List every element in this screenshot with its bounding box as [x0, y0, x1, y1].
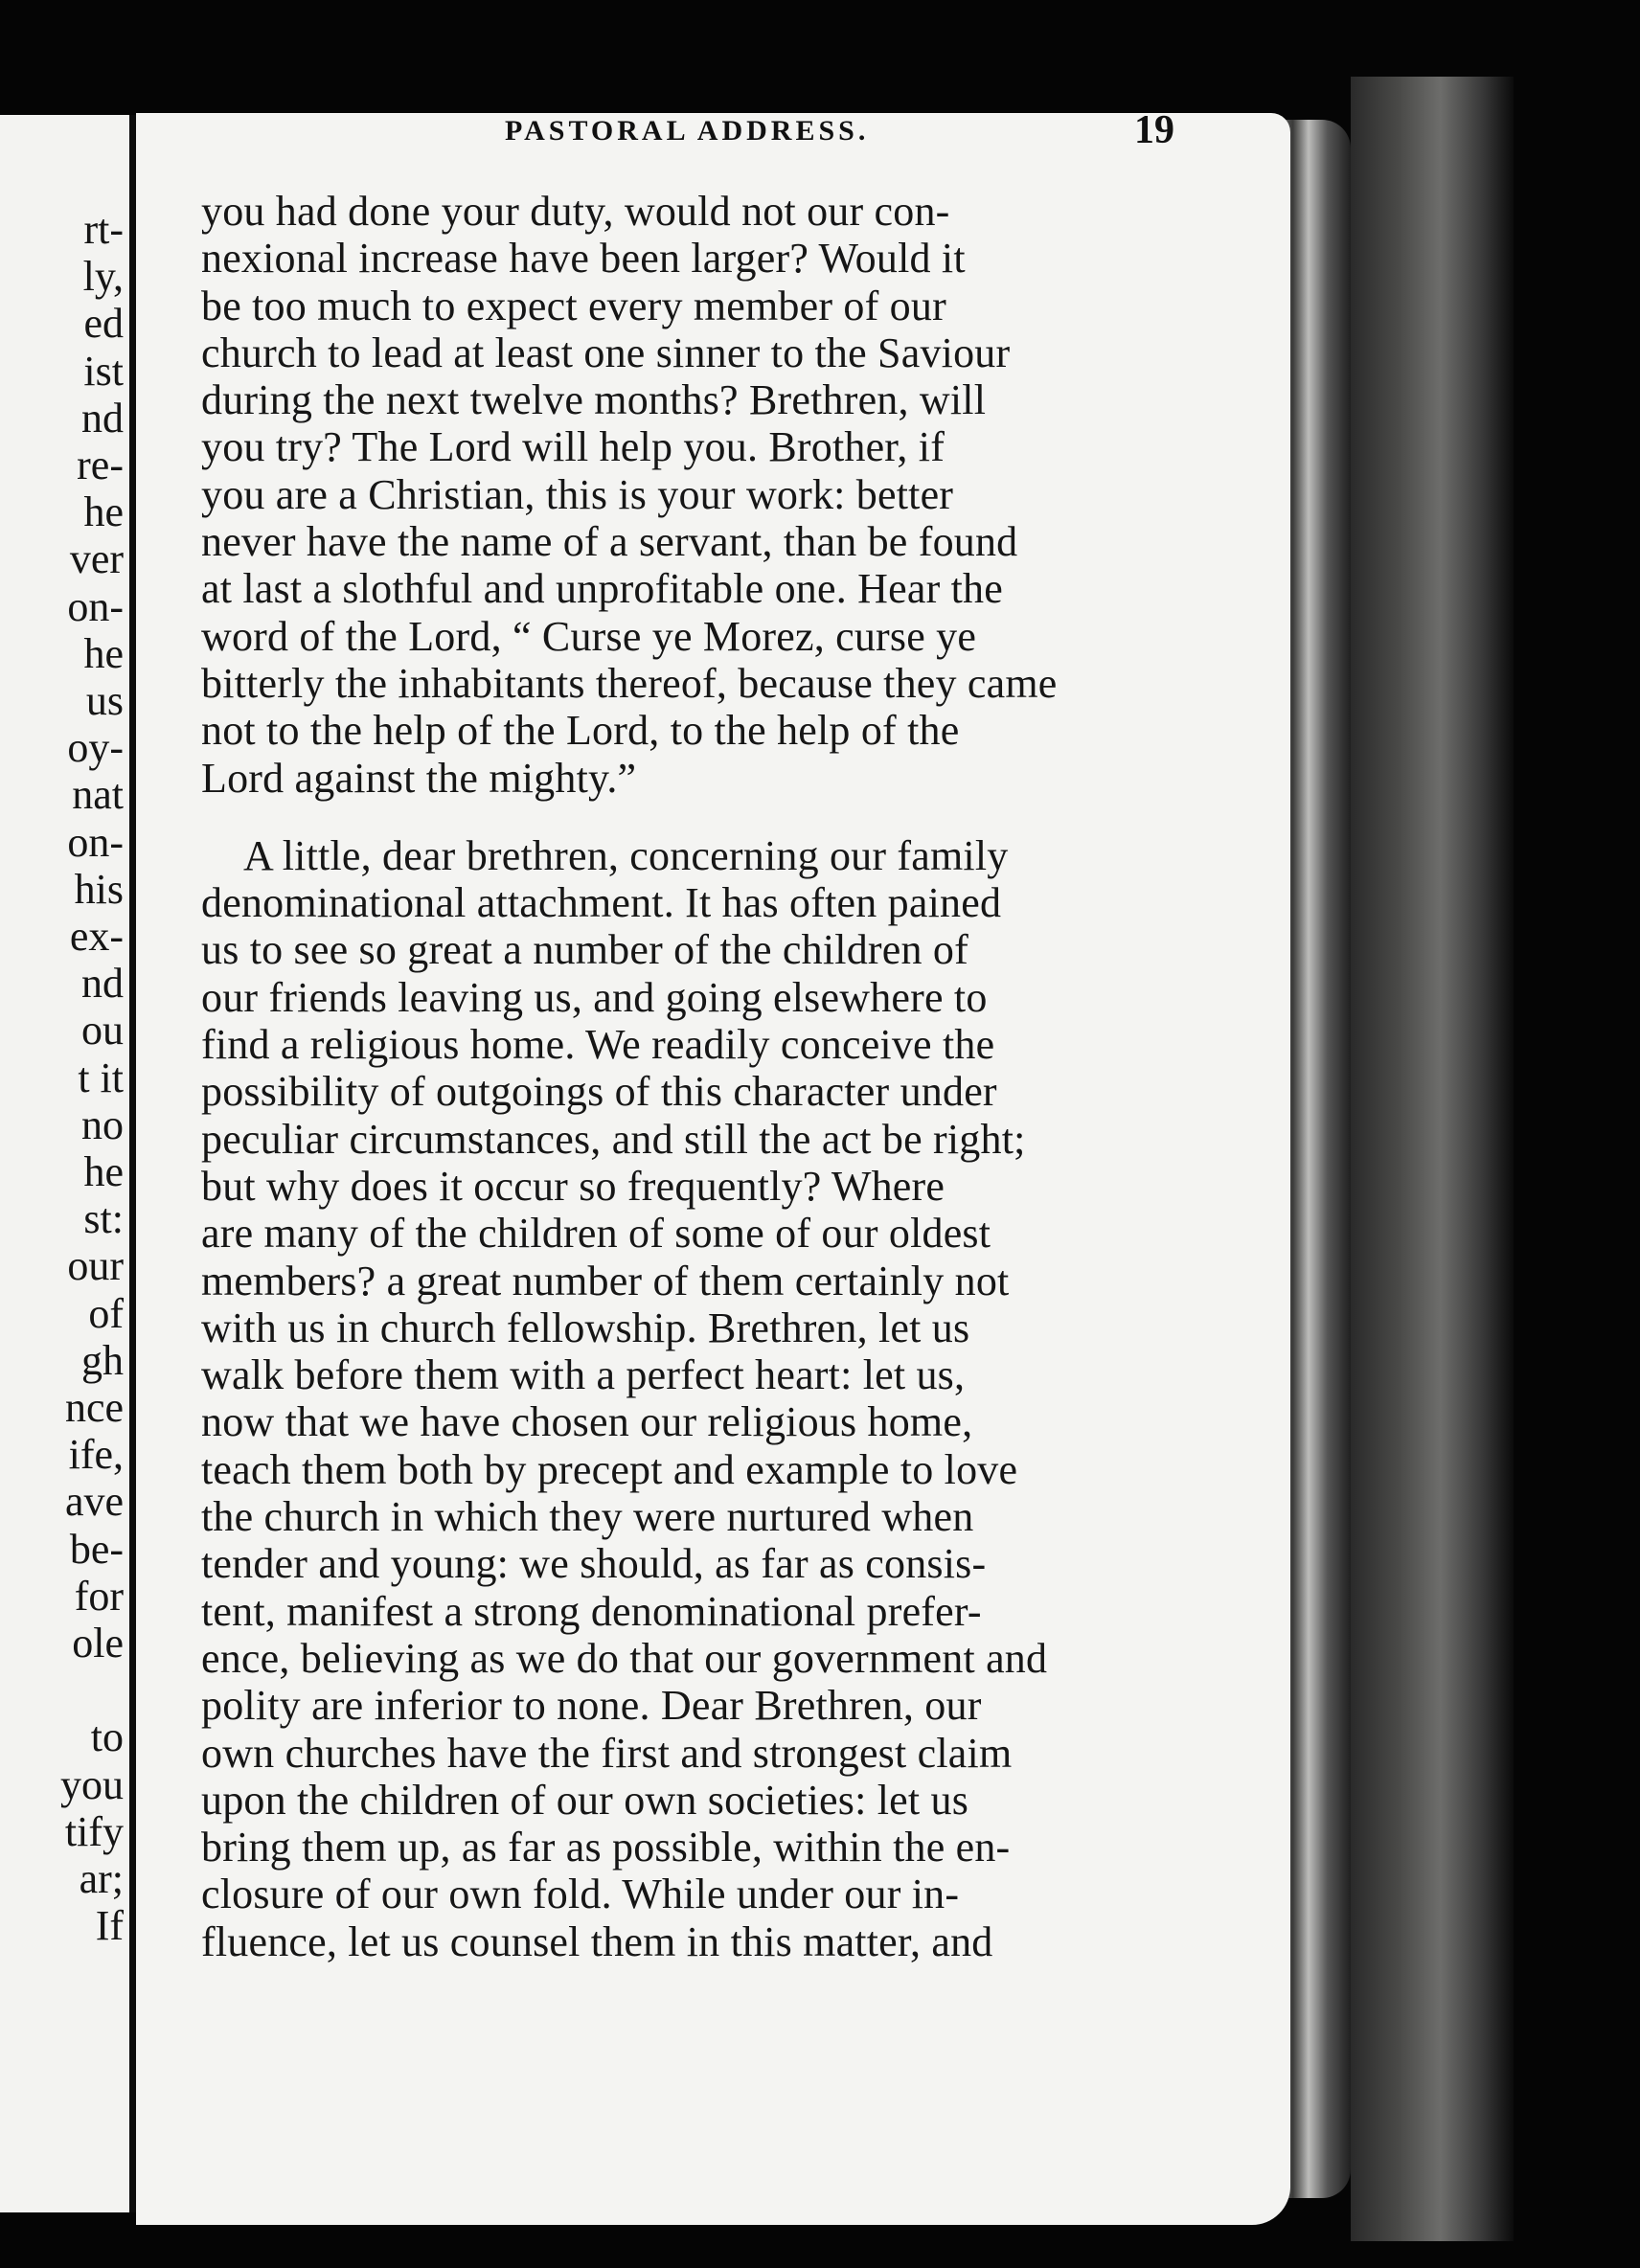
page-header [136, 108, 1290, 170]
text-line: word of the Lord, “ Curse ye Morez, curse ye [201, 612, 977, 660]
text-line: A little, dear brethren, concerning our family [243, 831, 1009, 879]
text-line: us to see so great a number of the children of [201, 926, 968, 974]
text-line: bring them up, as far as possible, within the en- [201, 1824, 1011, 1871]
text-line: bitterly the inhabitants thereof, because they came [201, 659, 1058, 707]
left-page-fragment: us [85, 677, 124, 724]
left-page-fragment: our [67, 1242, 124, 1290]
text-line: upon the children of our own societies: let us [201, 1776, 969, 1824]
text-line: not to the help of the Lord, to the help of the [201, 707, 960, 755]
text-line: denominational attachment. It has often pained [201, 879, 1002, 927]
left-page-fragment: ole [72, 1620, 124, 1667]
text-line: fluence, let us counsel them in this matter, and [201, 1917, 993, 1965]
text-line: you had done your duty, would not our con- [201, 188, 950, 235]
text-line: the church in which they were nurtured when [201, 1493, 974, 1541]
text-line: during the next twelve months? Brethren, will [201, 376, 987, 424]
text-line: tent, manifest a strong denominational prefer- [201, 1587, 982, 1635]
left-page-fragment: ver [69, 535, 124, 583]
text-line: own churches have the first and strongest claim [201, 1729, 1013, 1777]
text-line: at last a slothful and unprofitable one. Hear the [201, 565, 1003, 613]
text-line: polity are inferior to none. Dear Brethren, our [201, 1682, 982, 1730]
left-page-fragment: of [88, 1289, 124, 1337]
left-page-fragment: on- [67, 582, 124, 630]
text-line: closure of our own fold. While under our in- [201, 1871, 960, 1918]
left-page-fragment: for [74, 1572, 124, 1620]
left-page-fragment: ex- [69, 913, 124, 960]
left-page-fragment: t it [78, 1054, 124, 1101]
text-line: nexional increase have been larger? Would it [201, 235, 966, 283]
left-page-fragment: be- [69, 1525, 124, 1573]
left-page-fragment: oy- [67, 724, 124, 772]
text-line: now that we have chosen our religious home, [201, 1398, 973, 1446]
text-line: possibility of outgoings of this character under [201, 1068, 997, 1116]
body-text [201, 188, 1336, 1965]
text-line: with us in church fellowship. Brethren, let us [201, 1304, 970, 1351]
text-line: Lord against the mighty.” [201, 754, 637, 802]
left-page-fragment: ife, [68, 1431, 124, 1479]
text-line: be too much to expect every member of our [201, 282, 946, 329]
text-line: you try? The Lord will help you. Brother, if [201, 423, 945, 471]
text-line: never have the name of a servant, than be found [201, 518, 1018, 566]
left-page-fragment: ed [83, 300, 124, 348]
text-line: walk before them with a perfect heart: let us, [201, 1351, 966, 1399]
left-page-fragment: ist [83, 347, 124, 395]
text-line: church to lead at least one sinner to the Saviour [201, 329, 1011, 376]
left-page-fragment: you [60, 1760, 124, 1808]
text-line: tender and young: we should, as far as consis- [201, 1540, 987, 1588]
left-page-fragment: his [74, 865, 124, 913]
left-page-fragment: nat [72, 771, 124, 819]
left-page-fragment: rt- [83, 206, 124, 253]
left-page-fragment: to [90, 1713, 124, 1761]
left-page-fragment: If [95, 1902, 124, 1950]
text-line: find a religious home. We readily conceive the [201, 1021, 995, 1069]
left-page-fragment: no [81, 1100, 124, 1148]
text-line: but why does it occur so frequently? Where [201, 1162, 945, 1210]
left-page-fragment: nd [81, 960, 124, 1008]
text-line: are many of the children of some of our oldest [201, 1210, 991, 1258]
left-page-fragment: on- [67, 818, 124, 866]
text-line: our friends leaving us, and going elsewhere to [201, 973, 988, 1021]
left-page-fragment: tify [64, 1807, 124, 1855]
text-line: members? a great number of them certainly not [201, 1257, 1010, 1304]
paragraph-2 [201, 832, 1336, 1965]
left-page-fragment: ar; [79, 1855, 124, 1902]
text-line: ence, believing as we do that our government and [201, 1634, 1048, 1682]
text-line: peculiar circumstances, and still the act be right; [201, 1115, 1026, 1163]
book-cover-edge [1351, 77, 1514, 2241]
left-page-fragment: st: [83, 1195, 124, 1243]
left-page-fragment: ou [81, 1007, 124, 1055]
left-page-fragment: he [83, 488, 124, 536]
main-page [136, 108, 1290, 2225]
text-line: teach them both by precept and example to love [201, 1445, 1018, 1493]
left-facing-page [0, 115, 132, 2212]
left-page-fragment: he [83, 1148, 124, 1195]
running-head: PASTORAL ADDRESS. [505, 115, 870, 147]
left-page-fragment: gh [81, 1336, 124, 1384]
left-page-fragment: nce [64, 1384, 124, 1431]
left-page-fragment: ave [64, 1478, 124, 1526]
left-page-fragment: re- [77, 442, 124, 488]
left-page-fragment: he [83, 629, 124, 677]
left-page-fragment: ly, [82, 253, 124, 301]
left-page-fragment: nd [81, 394, 124, 442]
page-number: 19 [1134, 108, 1174, 152]
paragraph-1 [201, 188, 1336, 802]
text-line: you are a Christian, this is your work: better [201, 470, 954, 518]
